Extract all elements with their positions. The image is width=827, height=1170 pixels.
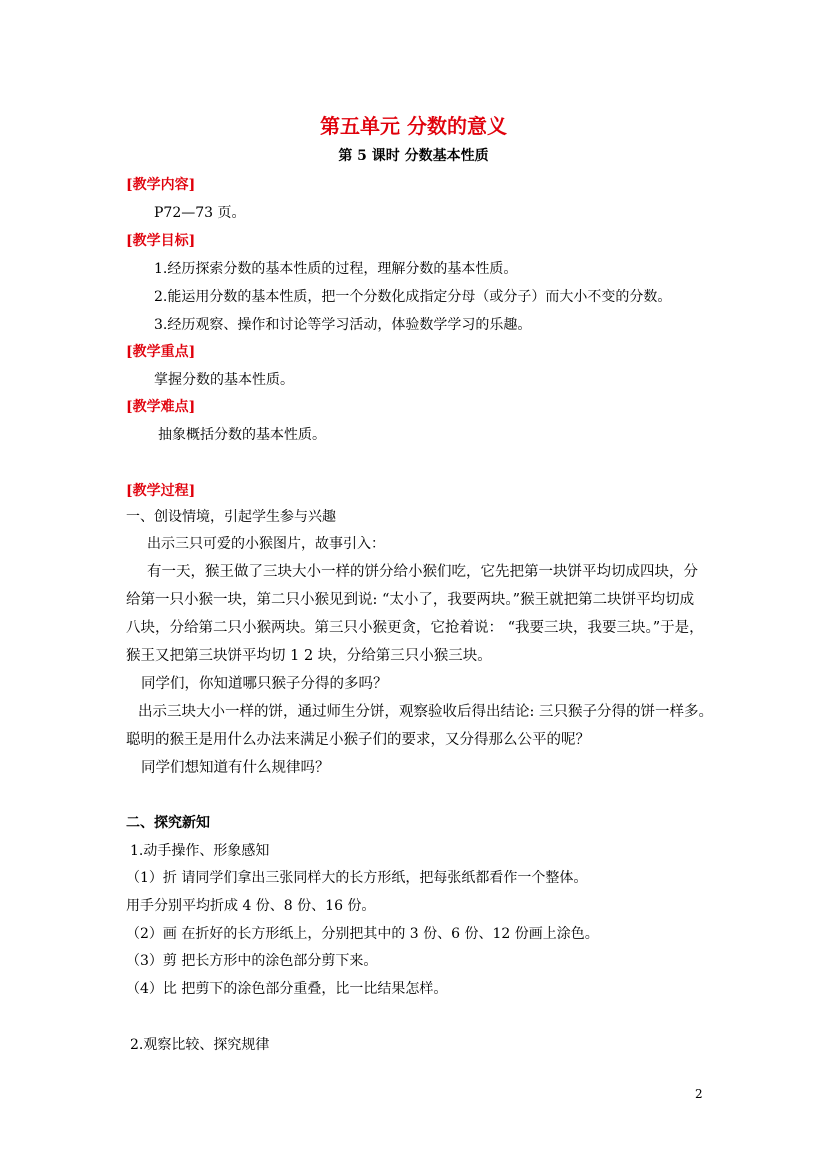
key-text: 掌握分数的基本性质。 [154,372,294,388]
difficulty-heading: [教学难点] [126,399,196,415]
unit-title: 第五单元 分数的意义 [320,114,507,138]
step-line: 用手分别平均折成 4 份、8 份、16 份。 [126,898,376,914]
lesson-subtitle: 第 5 课时 分数基本性质 [338,148,489,164]
section1-title: 一、创设情境，引起学生参与兴趣 [126,509,336,525]
step2-title: 2.观察比较、探究规律 [130,1037,270,1053]
difficulty-text: 抽象概括分数的基本性质。 [158,427,326,443]
story-line: 八块，分给第二只小猴两块。第三只小猴更贪，它抢着说： “我要三块，我要三块。”于是， [126,620,704,636]
step-line: （4）比 把剪下的涂色部分重叠，比一比结果怎样。 [126,981,448,997]
goal-item: 1.经历探索分数的基本性质的过程，理解分数的基本性质。 [154,261,518,277]
process-heading: [教学过程] [126,483,196,499]
page-number: 2 [695,1087,703,1101]
content-heading: [教学内容] [126,177,196,193]
conclusion-line: 聪明的猴王是用什么办法来满足小猴子们的要求，又分得那么公平的呢？ [126,732,590,748]
key-heading: [教学重点] [126,344,196,360]
question-1: 同学们，你知道哪只猴子分得的多吗？ [141,676,388,692]
section2-title: 二、探究新知 [126,815,210,831]
question-2: 同学们想知道有什么规律吗？ [141,760,330,776]
step-line: （1）折 请同学们拿出三张同样大的长方形纸，把每张纸都看作一个整体。 [126,870,588,886]
story-line: 给第一只小猴一块，第二只小猴见到说: “太小了，我要两块。”猴王就把第二块饼平均切成 [126,592,695,608]
goals-heading: [教学目标] [126,233,196,249]
story-line: 有一天，猴王做了三块大小一样的饼分给小猴们吃，它先把第一块饼平均切成四块，分 [147,564,698,580]
content-text: P72—73 页。 [154,205,246,221]
section1-intro: 出示三只可爱的小猴图片，故事引入： [147,536,385,552]
step-line: （3）剪 把长方形中的涂色部分剪下来。 [126,953,378,969]
story-line: 猴王又把第三块饼平均切 1 2 块，分给第三只小猴三块。 [126,648,492,664]
conclusion-line: 出示三块大小一样的饼，通过师生分饼，观察验收后得出结论: 三只猴子分得的饼一样多。 [138,704,713,720]
goal-item: 2.能运用分数的基本性质，把一个分数化成指定分母（或分子）而大小不变的分数。 [154,289,672,305]
step-line: （2）画 在折好的长方形纸上，分别把其中的 3 份、6 份、12 份画上涂色。 [126,926,599,942]
goal-item: 3.经历观察、操作和讨论等学习活动，体验数学学习的乐趣。 [154,317,532,333]
step1-title: 1.动手操作、形象感知 [130,843,270,859]
